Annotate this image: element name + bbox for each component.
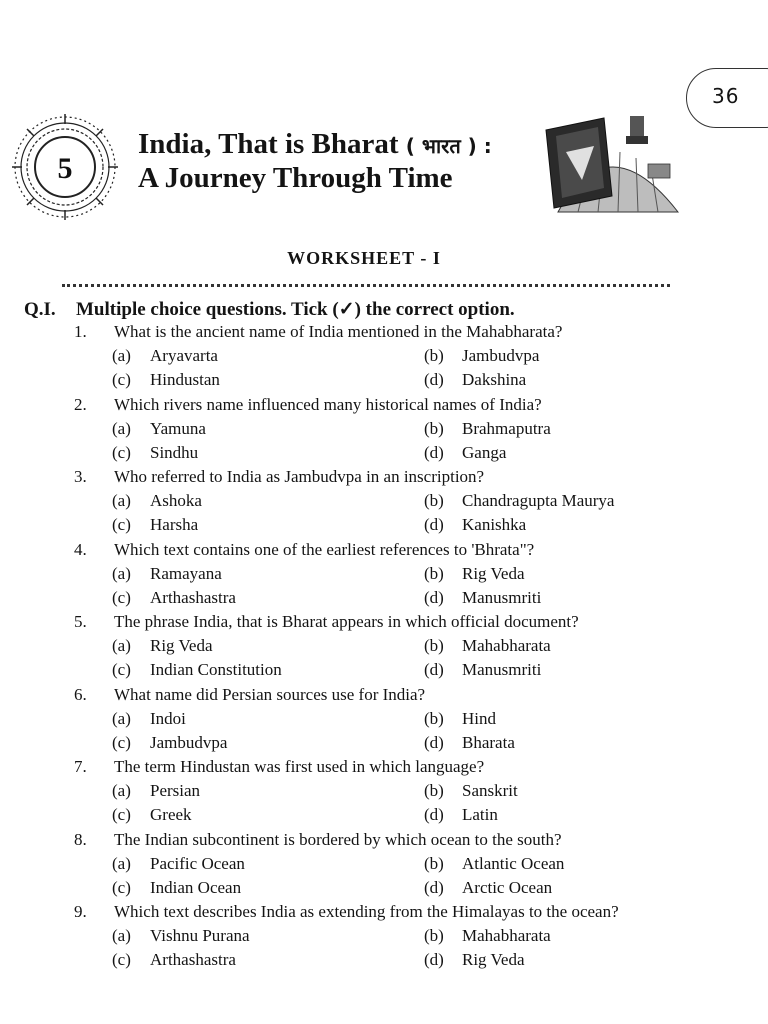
option-letter: (a) [112,926,131,945]
option-letter: (b) [424,491,444,510]
question-number: 5. [74,612,87,631]
option-5-d[interactable] [424,660,541,680]
option-text: Vishnu Purana [150,926,250,945]
option-letter: (c) [112,370,131,389]
option-letter: (c) [112,950,131,969]
dotted-divider [62,284,670,287]
option-8-d[interactable] [424,878,552,898]
option-2-a[interactable] [112,419,206,439]
option-text: Ashoka [150,491,202,510]
option-text: Yamuna [150,418,206,438]
question-text: Who referred to India as Jambudvpa in an inscription? [114,467,485,486]
option-9-a[interactable] [112,926,250,946]
option-1-d[interactable] [424,370,526,390]
option-text: Kanishka [462,515,527,534]
option-letter: (a) [112,346,131,365]
option-4-c[interactable] [112,588,236,608]
question-3 [74,467,484,487]
option-text: Indoi [150,708,186,728]
option-text: Arctic Ocean [462,877,553,897]
option-4-b[interactable] [424,564,525,584]
option-letter: (b) [424,853,444,873]
option-7-c[interactable] [112,805,192,825]
option-1-b[interactable] [424,346,539,366]
option-2-c[interactable] [112,443,198,463]
option-6-d[interactable] [424,733,515,753]
question-text: The Indian subcontinent is bordered by which ocean to the south? [114,829,562,849]
question-text: What is the ancient name of India mentioned in the Mahabharata? [114,322,563,341]
option-letter: (b) [424,636,444,655]
option-text: Hind [462,708,496,728]
option-text: Jambudvpa [150,732,228,752]
option-5-a[interactable] [112,636,213,656]
option-letter: (d) [424,877,444,897]
option-8-b[interactable] [424,854,564,874]
question-2 [74,395,542,415]
question-9 [74,902,619,922]
option-text: Mahabharata [462,636,551,655]
option-letter: (a) [112,491,131,510]
option-text: Greek [150,805,192,824]
option-text: Ganga [462,442,507,462]
option-text: Arthashastra [150,587,236,607]
option-text: Latin [462,805,498,824]
option-text: Hindustan [150,370,220,389]
option-text: Bharata [462,732,515,752]
option-letter: (d) [424,370,444,389]
option-text: Aryavarta [150,346,218,365]
option-letter: (d) [424,587,444,607]
option-letter: (d) [424,732,444,752]
option-letter: (a) [112,418,131,438]
chapter-number: 5 [57,152,73,185]
option-text: Dakshina [462,370,527,389]
question-number: 7. [74,757,87,776]
option-letter: (a) [112,853,131,873]
option-letter: (a) [112,781,131,800]
option-7-b[interactable] [424,781,518,801]
option-text: Rig Veda [150,636,213,655]
option-letter: (b) [424,708,444,728]
option-6-c[interactable] [112,733,227,753]
chapter-emblem-icon [10,112,120,222]
option-letter: (c) [112,587,131,607]
option-2-b[interactable] [424,419,551,439]
question-text: Which text describes India as extending from the Himalayas to the ocean? [114,902,619,921]
option-letter: (b) [424,563,444,583]
option-text: Manusmriti [462,587,542,607]
option-letter: (d) [424,660,444,679]
question-8 [74,830,562,850]
question-number: 4. [74,539,87,559]
option-1-c[interactable] [112,370,220,390]
option-letter: (d) [424,515,444,534]
option-4-d[interactable] [424,588,541,608]
question-7 [74,757,484,777]
option-7-d[interactable] [424,805,498,825]
option-text: Brahmaputra [462,418,551,438]
chapter-title-line2: A Journey Through Time [138,162,453,194]
question-6 [74,685,425,705]
option-text: Rig Veda [462,950,525,969]
question-text: Which text contains one of the earliest references to 'Bhrata"? [114,539,535,559]
question-text: The term Hindustan was first used in which language? [114,757,485,776]
section-label: Q.I. [24,299,56,320]
option-text: Jambudvpa [462,346,540,365]
option-letter: (b) [424,346,444,365]
option-letter: (b) [424,926,444,945]
option-7-a[interactable] [112,781,200,801]
option-letter: (b) [424,781,444,800]
option-letter: (a) [112,636,131,655]
option-3-c[interactable] [112,515,198,535]
question-5 [74,612,579,632]
option-4-a[interactable] [112,564,222,584]
question-text: What name did Persian sources use for India? [114,684,426,704]
question-number: 8. [74,829,87,849]
option-text: Atlantic Ocean [462,853,565,873]
option-letter: (c) [112,877,131,897]
question-4 [74,540,534,560]
option-letter: (c) [112,805,131,824]
option-text: Sindhu [150,442,199,462]
option-2-d[interactable] [424,443,506,463]
question-number: 9. [74,902,87,921]
option-text: Persian [150,781,201,800]
question-text: Which rivers name influenced many historical names of India? [114,394,542,414]
option-text: Indian Constitution [150,660,282,679]
chapter-title-hindi: ( भारत ) : [405,134,492,158]
option-letter: (d) [424,950,444,969]
option-8-a[interactable] [112,854,245,874]
option-6-a[interactable] [112,709,186,729]
option-text: Ramayana [150,563,222,583]
question-number: 3. [74,467,87,486]
option-text: Mahabharata [462,926,551,945]
option-3-d[interactable] [424,515,526,535]
section-instruction: Multiple choice questions. Tick (✓) the correct option. [76,299,515,320]
option-letter: (c) [112,732,131,752]
option-text: Indian Ocean [150,877,242,897]
option-text: Sanskrit [462,781,518,800]
worksheet-title: WORKSHEET - I [287,248,441,268]
option-5-c[interactable] [112,660,282,680]
option-9-b[interactable] [424,926,551,946]
chapter-title-line1: India, That is Bharat [138,128,399,160]
option-1-a[interactable] [112,346,218,366]
option-text: Manusmriti [462,660,542,679]
option-3-b[interactable] [424,491,614,511]
option-3-a[interactable] [112,491,202,511]
page-number: 36 [712,84,740,108]
option-text: Rig Veda [462,563,525,583]
option-text: Chandragupta Maurya [462,491,615,510]
question-number: 6. [74,684,87,704]
option-letter: (c) [112,442,131,462]
option-text: Pacific Ocean [150,853,245,873]
option-6-b[interactable] [424,709,496,729]
option-letter: (d) [424,442,444,462]
option-9-d[interactable] [424,950,525,970]
constitution-illustration-icon [538,112,680,214]
option-text: Arthashastra [150,950,236,969]
section-heading [24,298,515,321]
option-letter: (b) [424,418,444,438]
question-number: 2. [74,394,87,414]
option-9-c[interactable] [112,950,236,970]
question-text: The phrase India, that is Bharat appears in which official document? [114,612,579,631]
option-letter: (d) [424,805,444,824]
option-5-b[interactable] [424,636,551,656]
option-letter: (c) [112,660,131,679]
question-1 [74,322,562,342]
option-letter: (a) [112,708,131,728]
chapter-title [138,128,492,161]
option-letter: (c) [112,515,131,534]
option-text: Harsha [150,515,199,534]
option-8-c[interactable] [112,878,241,898]
question-number: 1. [74,322,87,341]
option-letter: (a) [112,563,131,583]
